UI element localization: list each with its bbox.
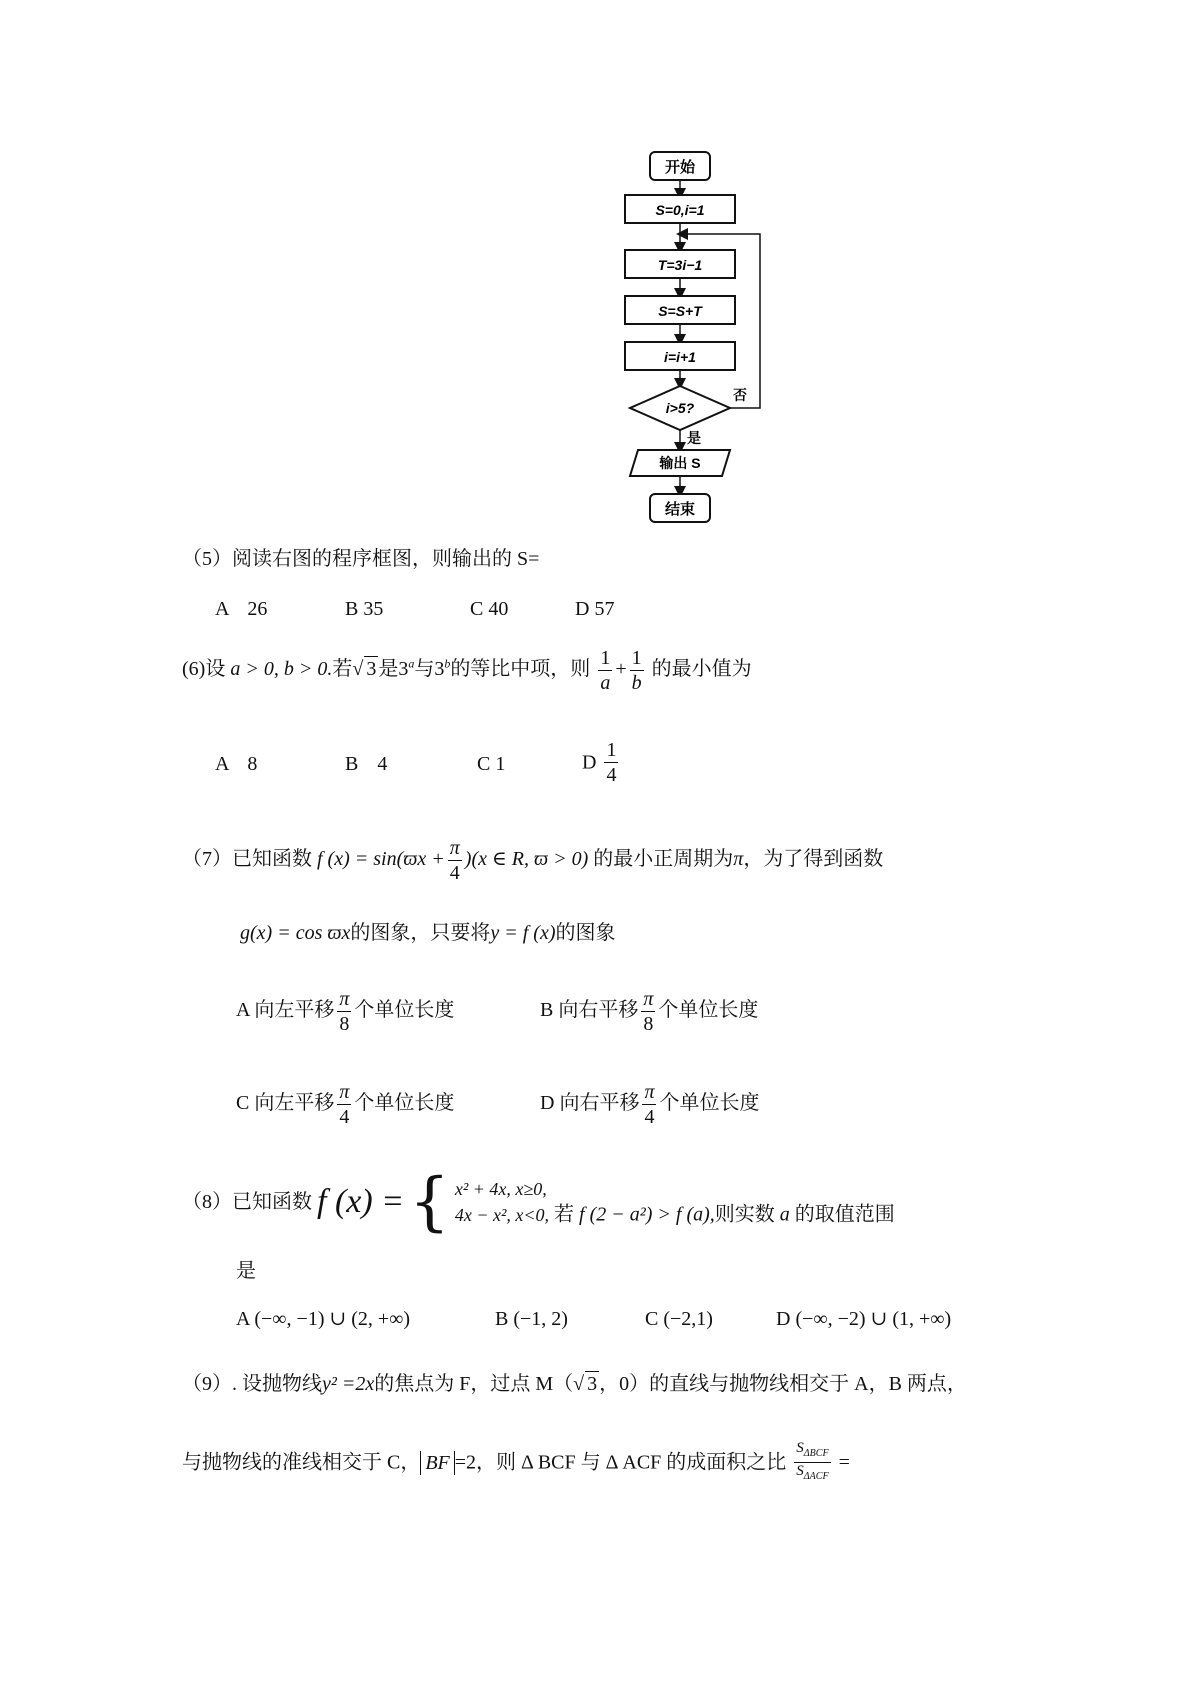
flow-start-text: 开始	[664, 159, 696, 176]
q7-number: （7）已知函数	[182, 848, 312, 870]
q7-text-2: ，为了得到函数	[743, 848, 884, 870]
q7-option-b: B 向右平移 $\frac{\pi}{8}$ 个单位长度	[540, 988, 759, 1035]
program-flowchart	[600, 150, 780, 570]
q8-stem: （8）已知函数 f (x) = { x² + 4x, x≥0, 4x − x², x<0, 若 f (2 − a²) > f (a),则实数 a 的取值范围	[182, 1165, 895, 1239]
q8-brace: {	[409, 1165, 450, 1239]
q5-option-a: A 26	[215, 598, 268, 620]
flow-step3-text: i=i+1	[664, 349, 696, 365]
q7-g-expr: g(x) = cos ϖx	[240, 922, 351, 944]
q6-option-a: A 8	[215, 753, 258, 775]
q6-text-3: 是	[378, 658, 399, 680]
flow-step2-text: S=S+T	[658, 303, 702, 319]
q8-option-d: D (−∞, −2) ∪ (1, +∞)	[776, 1308, 952, 1330]
q6-pow-b-base: 3	[434, 658, 445, 680]
q6-number: (6)	[182, 658, 206, 680]
q6-fraction-1a: $\frac{1}{a}$	[600, 647, 611, 694]
q6-plus: +	[615, 658, 627, 680]
flow-step1-text: T=3i−1	[657, 257, 703, 273]
q6-condition: a > 0, b > 0.	[230, 658, 333, 680]
q6-text-5: 的等比中项，则	[450, 658, 591, 680]
q7-text-1: 的最小正周期为	[593, 848, 734, 870]
q6-pow-a-base: 3	[398, 658, 409, 680]
q6-stem: (6)设 a > 0, b > 0.若√ 3 是3$^a$与3$^b$的等比中项，则 $\frac{1}{a}$ + $\frac{1}{b}$ 的最小值为	[182, 647, 752, 694]
q6-text-6: 的最小值为	[651, 658, 752, 680]
q8-option-c: C (−2,1)	[645, 1308, 713, 1330]
q8-option-b: B (−1, 2)	[495, 1308, 568, 1330]
flow-init-text: S=0,i=1	[655, 202, 705, 218]
flow-end-text: 结束	[664, 501, 696, 518]
q7-expr-1: f (x) = sin(ϖx +	[317, 848, 445, 870]
q5-option-d: D 57	[575, 598, 615, 620]
q5-option-b: B 35	[345, 598, 384, 620]
q6-option-d: D $\frac{1}{4}$	[582, 739, 617, 786]
q8-number: （8）已知函数	[182, 1191, 312, 1213]
q8-fx: f (x) =	[317, 1183, 405, 1220]
q6-option-c: C 1	[477, 753, 506, 775]
flow-output-text: 输出 S	[659, 455, 701, 471]
q7-stem-line1	[182, 836, 883, 885]
flow-no-label: 否	[733, 387, 747, 403]
q7-y-expr: y = f (x)	[490, 922, 556, 944]
q8-pieces: x² + 4x, x≥0, 4x − x², x<0,	[454, 1179, 550, 1225]
q6-option-d-fraction: $\frac{1}{4}$	[606, 739, 617, 786]
q9-stem-line1: （9）. 设抛物线y² =2x的焦点为 F，过点 M（√ 3 ，0）的直线与抛物线相交于 A，B 两点，	[182, 1373, 967, 1395]
q7-option-a: A 向左平移 $\frac{\pi}{8}$ 个单位长度	[236, 988, 455, 1035]
q9-parabola: y² =2x	[322, 1373, 375, 1395]
q7-stem-line2: g(x) = cos ϖx的图象，只要将y = f (x)的图象	[240, 922, 616, 944]
flow-yes-label: 是	[687, 430, 701, 446]
q7-expr-2: )(x ∈ R, ϖ > 0)	[464, 848, 589, 870]
q7-option-c: C 向左平移 $\frac{\pi}{4}$ 个单位长度	[236, 1081, 455, 1128]
q6-option-b: B 4	[345, 753, 388, 775]
q7-pi-over-4: $\frac{\pi}{4}$	[449, 837, 460, 884]
q5-stem: （5）阅读右图的程序框图，则输出的 S=	[182, 548, 540, 570]
q9-abs-bf: BF	[420, 1451, 454, 1475]
q6-pow-b-exp: b	[444, 656, 451, 671]
q8-option-a: A (−∞, −1) ∪ (2, +∞)	[236, 1308, 411, 1330]
q7-pi: π	[733, 848, 744, 870]
q6-fraction-1b: $\frac{1}{b}$	[631, 647, 642, 694]
q9-stem-line2: 与抛物线的准线相交于 C， BF =2，则 Δ BCF 与 Δ ACF 的成面积之比 $\frac{S_{\Delta BCF}}{S_{\Delta ACF}}$ =	[182, 1440, 850, 1485]
q8-stem-line2: 是	[236, 1260, 256, 1282]
q6-text-2: 若	[332, 658, 353, 680]
q9-sqrt3: 3	[587, 1373, 598, 1395]
q8-inequality: f (2 − a²) > f (a),	[579, 1203, 715, 1226]
q7-option-d: D 向右平移 $\frac{\pi}{4}$ 个单位长度	[540, 1081, 760, 1128]
q6-text-1: 设	[205, 658, 226, 680]
q6-text-4: 与	[414, 658, 435, 680]
flow-condition-text: i>5?	[665, 400, 695, 416]
q6-pow-a-exp: a	[408, 656, 415, 671]
q9-area-ratio: $\frac{S_{\Delta BCF}}{S_{\Delta ACF}}$	[796, 1440, 829, 1482]
q6-sqrt3: 3	[366, 658, 377, 680]
q5-option-c: C 40	[470, 598, 509, 620]
